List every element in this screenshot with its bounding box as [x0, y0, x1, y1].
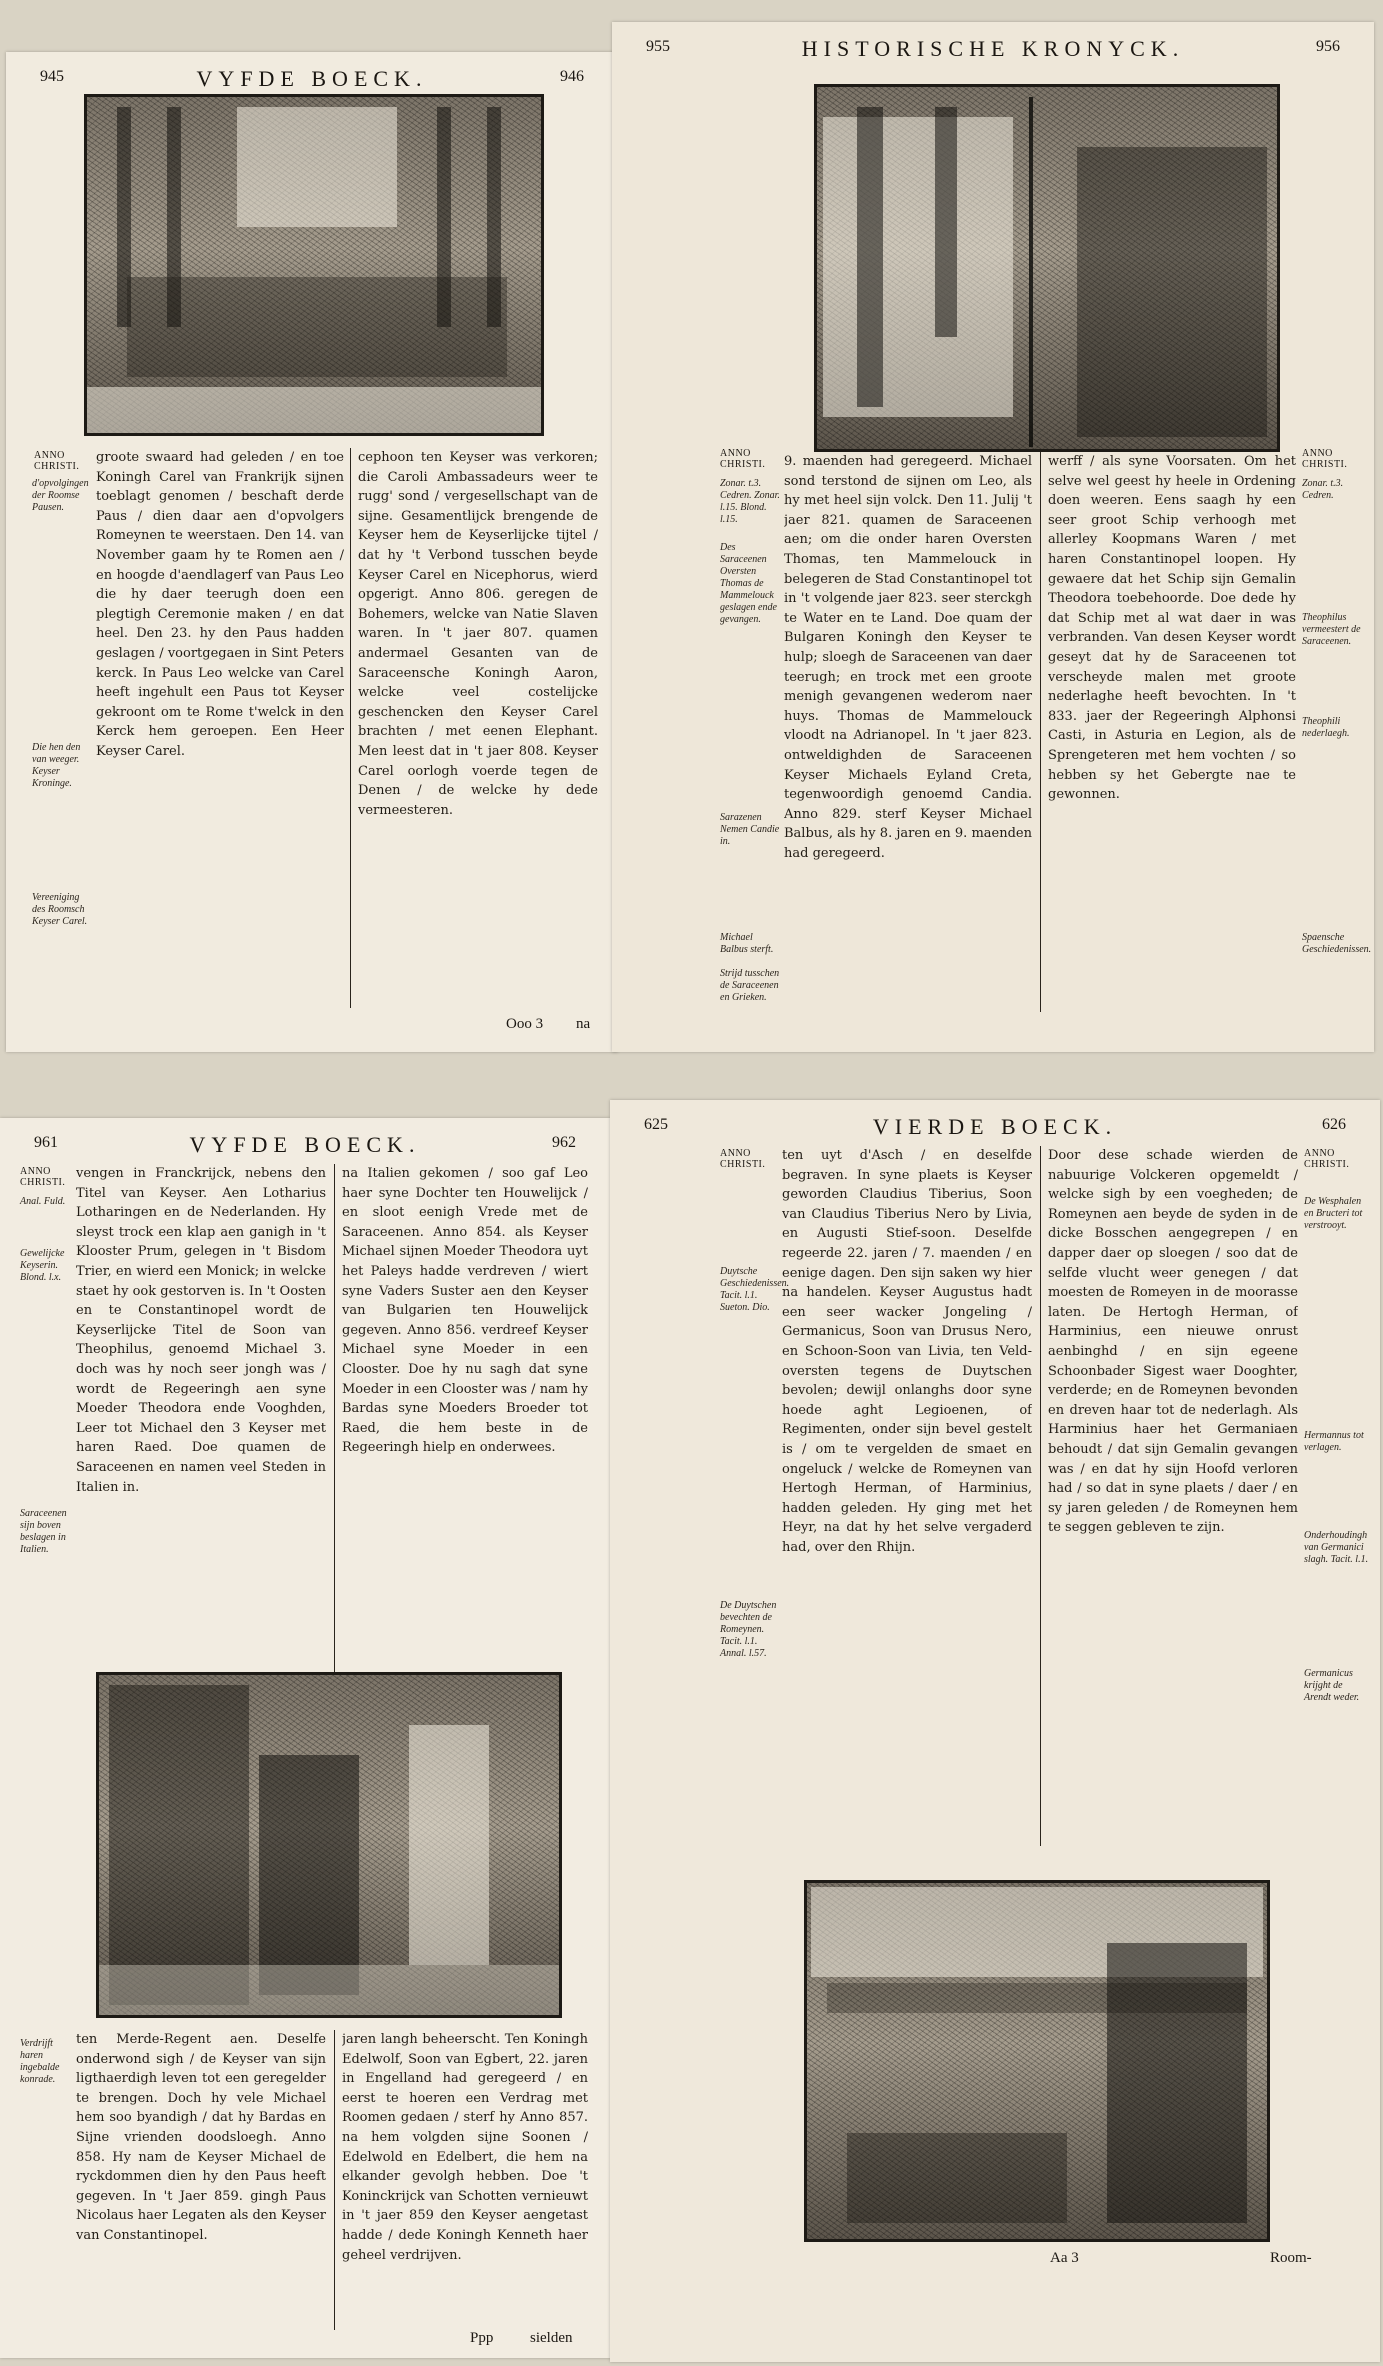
paragraph: groote swaard had geleden / en toe Koningh Carel van Frankrijk sijnen toeblagt genomen / beschaft derde Paus / dien daar aen d'opvolgers Romeynen te weerstaen. Den 14. van November gaam hy te Romen aen / en hoogde d'aendlagerf van Paus Leo die hy daer teerugh doen een plegtigh Ceremonie maken / en dat heel. Den 23. hy den Paus hadden geslagen / voortgegaen in Sint Peters kerck. In Paus Leo welcke van Carel heeft ingehult een Paus tot Keyser gekroont om te Rome t'welck in den Kerck hem geroepen. Een Heer Keyser Carel. [96, 450, 344, 759]
text-column-3 [76, 2030, 326, 2330]
margin-note: Spaensche Geschiedenissen. [1302, 932, 1372, 955]
sheet-top-left [6, 52, 618, 1052]
catchword: na [576, 1016, 591, 1032]
running-head [0, 1132, 610, 1160]
text-column-2 [1048, 452, 1296, 1012]
running-head [612, 36, 1374, 64]
sheet-bottom-right [610, 1100, 1380, 2362]
margin-note: De Wesphalen en Bructeri tot verstrooyt. [1304, 1196, 1363, 1231]
sheet-bottom-left [0, 1118, 610, 2358]
paragraph: jaren langh beheerscht. Ten Koningh Edelwolf, Soon van Egbert, 22. jaren in Engelland had geregeerd / en eerst te hoeren een Verdrag met Roomen gedaen / sterf hy Anno 857. na hem volgden sijne Soonen / Edelwold en Edelbert, die hem na elkander gevolgh hebben. Doe 't Koninckrijck van Schotten vernieuwt in 't jaer 859 den Keyser aengetast hadde / dede Koningh Kenneth haer geheel verdrijven. [342, 2032, 588, 2263]
anno-christi-left: ANNO CHRISTI. [720, 1148, 766, 1170]
paragraph: ten Merde-Regent aen. Deselfe onderwond sigh / de Keyser van sijn ligthaerdigh leven tot een geregelder te brengen. Doch hy vele Michael hem soo byandigh / dat hy Bardas en Sijne vrienden doodsloegh. Anno 858. Hy nam de Keyser Michael de ryckdommen dien hy den Paus heeft gegeven. In 't Jaer 859. gingh Paus Nicolaus haer Legaten als den Keyser van Constantinopel. [76, 2032, 326, 2243]
paragraph: vengen in Franckrijck, nebens den Titel van Keyser. Aen Lotharius Lotharingen en de Nederlanden. Hy sleyst trock een klap aen ganigh in 't Klooster Prum, gelegen in 't Bisdom Trier, en wierd een Monick; in welcke staet hy ook gestorven is. In 't Oosten en te Constantinopel wordt de Keyserlijcke Titel de Soon van Theophilus, genoemd Michael 3. doch was hy noch seer jongh was / wordt de Regeeringh aen syne Moeder Theodora ende Vooghden, Leer tot Michael den 3 Keyser met haren Raed. Doe quamen de Saraceenen en namen veel Steden in Italien in. [76, 1166, 326, 1495]
page-number-left: 945 [40, 68, 64, 85]
margin-note: Verdrijft haren ingebalde konrade. [20, 2038, 60, 2085]
text-column-2 [358, 448, 598, 1008]
engraving-coronation [84, 94, 544, 436]
margin-note: Onderhoudingh van Germanici slagh. Tacit. l.1. [1304, 1530, 1369, 1565]
signature-mark: Aa 3 [1050, 2250, 1079, 2266]
paragraph: werff / als syne Voorsaten. Om het selve wel geest hy heele in Ordening doen weeren. Eens saagh hy een seer groot Schip verhoogh met allerley Koopmans Waren / met haren Constantinopel loopen. Hy gewaere dat het Schip sijn Gemalin Theodora toebehoorde. Doe dede hy dat Schip met al wat daer in was verbranden. Van desen Keyser wordt geseyt dat hy de Saraceenen tot verscheyde malen met groote nederlaghe heeft bevochten. In 't 833. jaer der Regeeringh Alphonsi Casti, in Asturia en Legion, als de Sprengeteren met hem vochten / so hebben sy het Gebergte nae te gewonnen. [1048, 454, 1296, 803]
page-number-left: 625 [644, 1116, 668, 1133]
margin-note: d'opvolgingen der Roomse Pausen. [32, 478, 89, 513]
paragraph: cephoon ten Keyser was verkoren; die Caroli Ambassadeurs weer te rugg' sond / vergesellschapt van de sijne. Gesamentlijck brengende de Keyser hem de Keyserlijcke tijtel / dat hy 't Verbond tusschen beyde Keyser Carel en Nicephorus, wierd opgerigt. Anno 806. geregen de Bohemers, welcke van Natie Slaven waren. In 't jaer 807. quamen andermael Gesanten van de Saraceensche Koningh Aaron, welcke veel costelijcke geschencken den Keyser Carel brachten / met eenen Elephant. Men leest dat in 't jaer 808. Keyser Carel oorlogh voerde tegen de Denen / de welcke hy dede vermeesteren. [358, 450, 598, 818]
margin-note: Gewelijcke Keyserin. Blond. l.x. [20, 1248, 65, 1283]
catchword: Room- [1270, 2250, 1312, 2266]
page-number-right: 962 [552, 1134, 576, 1151]
margin-note: Sarazenen Nemen Candie in. [720, 812, 780, 847]
engraving-palace-scene [814, 84, 1280, 452]
page-number-left: 955 [646, 38, 670, 55]
running-title: HISTORISCHE KRONYCK. [801, 36, 1185, 61]
paragraph: ten uyt d'Asch / en deselfde begraven. In syne plaets is Keyser geworden Claudius Tiberius, Soon van Claudius Tiberius Nero by Livia, en Augusti Stief-soon. Deselfde regeerde 22. jaren / 7. maenden / en eenige dagen. Den sijn saken wy hier na handelen. Keyser Augustus hadt een seer wacker Jongeling / Germanicus, Soon van Drusus Nero, en Schoon-Soon van Livia, ten Veld-oversten tegens de Duytschen bevolen; dewijl onlanghs door syne hoede aght Legioenen, of Regimenten, onder sijn bevel gestelt is / om te vergelden de smaet en ongeluck / welcke de Romeynen van Hertogh Herman, of Harminius, hadden geleden. Hy ging met het Heyr, na dat hy het selve vergaderd had, over den Rhijn. [782, 1148, 1032, 1555]
paragraph: Door dese schade wierden de nabuurige Volckeren opgemeldt / welcke sigh by een voegheden; de Romeynen aen beyde de syden in de dicke Bosschen aengegrepen / en dapper daer op sloegen / soo dat de selfde vlucht weer genegen / dat moesten de Romeyen in de moorasse laten. De Hertogh Herman, of Harminius, een nieuwe onrust aenbinghd / en sijn egeene Schoonbader Sigest waer Dooghter, verderde; en de Romeynen bevonden en dreven haar tot de nederlagh. Als Harminius haer het Germaniaen behoudt / dat sijn Gemalin gevangen was / en dat hy sijn Hoofd verloren had / so dat in syne plaets / daer / en sy jaren geleden / de Romeynen hem te seggen gebleven te zijn. [1048, 1148, 1298, 1536]
margin-note: Zonar. t.3. Cedren. Zonar. l.15. Blond. l.15. [720, 478, 780, 525]
anno-christi-left: ANNO CHRISTI. [720, 448, 766, 470]
text-column-2 [1048, 1146, 1298, 1846]
running-head [610, 1114, 1380, 1142]
margin-note: Strijd tusschen de Saraceenen en Grieken. [720, 968, 780, 1003]
paragraph: 9. maenden had geregeerd. Michael sond terstond de sijnen om Leo, als hy met heel sijn volck. Den 11. Julij 't jaer 821. quamen de Saraceenen aen; om die onder haren Oversten Thomas, ten Mammelouck in belegeren de Stad Constantinopel tot in 't volgende jaer 823. seer sterckgh te Water en te Land. Doe quam der Bulgaren Koningh den Keyser te hulp; sloegh de Saraceenen van daer teerugh; en trock met een groote menigh gevangenen wederom naer huys. Thomas de Mammelouck vloodt na Adrianopel. In 't jaer 823. ontweldighden de Saraceenen Keyser Michaels Eyland Creta, tegenwoordigh genoemd Candia. Anno 829. sterf Keyser Michael Balbus, als hy 8. jaren en 9. maenden had geregeerd. [784, 454, 1032, 861]
margin-note: De Duytschen bevechten de Romeynen. Tacit. l.1. Annal. l.57. [720, 1600, 777, 1659]
anno-christi: ANNO CHRISTI. [20, 1166, 66, 1188]
engraving-bedchamber [96, 1672, 562, 2018]
margin-note: Theophili nederlaegh. [1302, 716, 1350, 739]
running-title: VIERDE BOECK. [872, 1114, 1118, 1139]
running-head [6, 66, 618, 94]
paragraph: na Italien gekomen / soo gaf Leo haer syne Dochter ten Houwelijck / en sloot eenigh Vrede met de Saraceenen. Anno 854. als Keyser Michael sijnen Moeder Theodora uyt het Paleys hadde verdreven / wiert syne Vaders Suster aen den Keyser van Bulgarien ten Houwelijck gegeven. Anno 856. verdreef Keyser Michael syne Moeder in een Clooster. Doe hy nu sagh dat syne Moeder in een Clooster was / nam hy Bardas syne Moeders Broeder tot Raed, die hem beste in de Regeeringh hielp en onderwees. [342, 1166, 588, 1456]
margin-note: Saraceenen sijn boven beslagen in Italien. [20, 1508, 67, 1555]
margin-note: Michael Balbus sterft. [720, 932, 774, 955]
text-column-1 [782, 1146, 1032, 1846]
engraving-battlefield [804, 1880, 1270, 2242]
margin-note: Vereeniging des Roomsch Keyser Carel. [32, 892, 88, 927]
anno-christi-right: ANNO CHRISTI. [1304, 1148, 1350, 1170]
anno-christi: ANNO CHRISTI. [34, 450, 80, 472]
text-column-1 [784, 452, 1032, 1012]
sheet-top-right [612, 22, 1374, 1052]
page-number-left: 961 [34, 1134, 58, 1151]
margin-note: Germanicus krijght de Arendt weder. [1304, 1668, 1360, 1703]
text-column-4 [342, 2030, 588, 2330]
margin-note: Hermannus tot verlagen. [1304, 1430, 1364, 1453]
catchword: sielden [530, 2330, 573, 2346]
margin-note: Die hen den van weeger. Keyser Kroninge. [32, 742, 81, 789]
anno-christi-right: ANNO CHRISTI. [1302, 448, 1348, 470]
margin-note: Des Saraceenen Oversten Thomas de Mammelouck geslagen ende gevangen. [720, 542, 777, 625]
running-title: VYFDE BOECK. [189, 1132, 421, 1157]
running-title: VYFDE BOECK. [196, 66, 428, 91]
margin-note: Anal. Fuld. [20, 1196, 66, 1207]
page-number-right: 946 [560, 68, 584, 85]
page-number-right: 956 [1316, 38, 1340, 55]
margin-note: Duytsche Geschiedenissen. Tacit. l.1. Sueton. Dio. [720, 1266, 790, 1313]
margin-note: Zonar. t.3. Cedren. [1302, 478, 1344, 501]
signature-mark: Ooo 3 [506, 1016, 544, 1032]
text-column-1 [96, 448, 344, 1008]
signature-mark: Ppp [470, 2330, 494, 2346]
margin-note: Theophilus vermeestert de Saraceenen. [1302, 612, 1361, 647]
page-number-right: 626 [1322, 1116, 1346, 1133]
